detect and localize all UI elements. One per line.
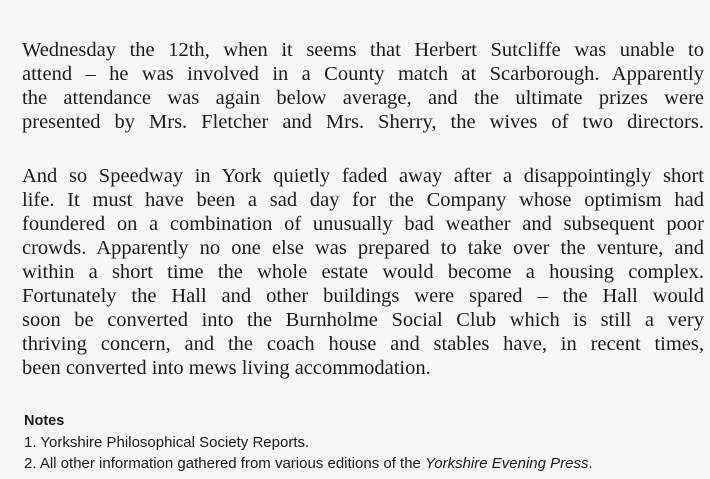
paragraph-line: attend – he was involved in a County match at Scarborough. Apparently: [22, 63, 704, 85]
note-publication-title: Yorkshire Evening Press: [425, 455, 589, 472]
paragraph-line: life. It must have been a sad day for the Company whose optimism had: [22, 189, 704, 211]
paragraph-1: [22, 38, 704, 134]
note-text: 1. Yorkshire Philosophical Society Reports.: [24, 434, 310, 451]
note-end: .: [588, 455, 593, 472]
paragraph-line: presented by Mrs. Fletcher and Mrs. Sherry, the wives of two directors.: [22, 111, 704, 133]
paragraph-line: crowds. Apparently no one else was prepared to take over the venture, and: [22, 237, 704, 259]
note-text: 2. All other information gathered from various editions of the: [24, 455, 426, 472]
note-item: [24, 453, 704, 474]
paragraph-line: been converted into mews living accommodation.: [22, 357, 431, 379]
paragraph-line: foundered on a combination of unusually bad weather and subsequent poor: [22, 213, 704, 235]
paragraph-line: the attendance was again below average, and the ultimate prizes were: [22, 87, 704, 109]
note-item: [24, 432, 704, 453]
paragraph-2: [22, 164, 704, 380]
notes-heading: Notes: [24, 413, 65, 429]
paragraph-line: Fortunately the Hall and other buildings were spared – the Hall would: [22, 285, 704, 307]
paragraph-line: Wednesday the 12th, when it seems that Herbert Sutcliffe was unable to: [22, 39, 704, 61]
paragraph-line: thriving concern, and the coach house and stables have, in recent times,: [22, 333, 704, 355]
notes-list: [24, 432, 704, 474]
paragraph-line: And so Speedway in York quietly faded away after a disappointingly short: [22, 165, 704, 187]
paragraph-line: soon be converted into the Burnholme Social Club which is still a very: [22, 309, 704, 331]
paragraph-line: within a short time the whole estate would become a housing complex.: [22, 261, 704, 283]
